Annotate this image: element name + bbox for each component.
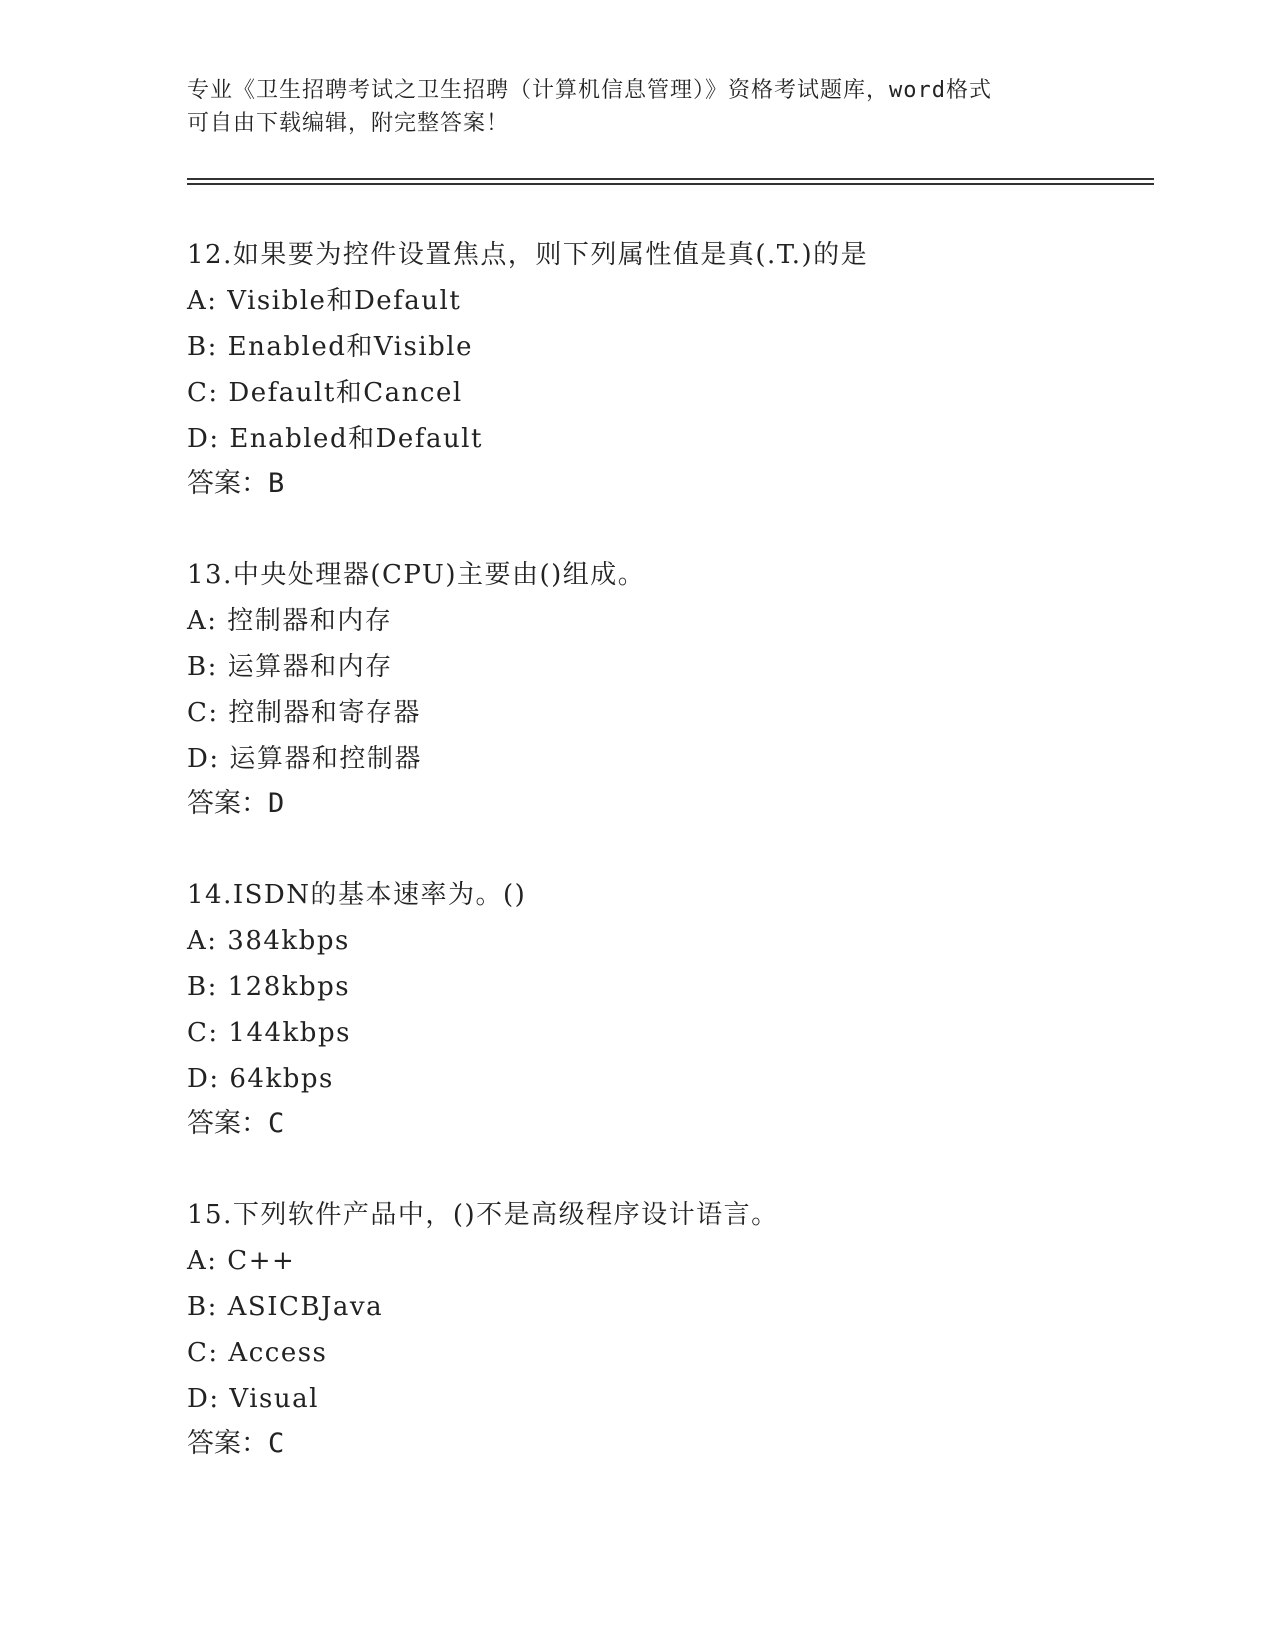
option-d: D: Enabled和Default [187,424,483,454]
answer-line [187,1422,1147,1466]
option-c: C: 144kbps [187,1018,351,1048]
option-b: B: Enabled和Visible [187,332,473,362]
option-d: D: 运算器和控制器 [187,744,422,774]
option-d: D: 64kbps [187,1064,334,1094]
answer-line [187,782,1147,826]
answer-line [187,462,1147,506]
question-stem: 14.ISDN的基本速率为。() [187,880,527,910]
option-a: A: C++ [187,1246,296,1276]
option-c: C: Access [187,1338,328,1368]
answer-value: C [268,1108,285,1139]
option-d: D: Visual [187,1384,319,1414]
answer-value: B [268,468,285,499]
header-divider-top [187,178,1154,180]
header-line-1: 专业《卫生招聘考试之卫生招聘（计算机信息管理）》资格考试题库，word格式 [187,78,992,103]
document-header [187,74,1087,140]
question-stem: 12.如果要为控件设置焦点，则下列属性值是真(.T.)的是 [187,240,869,270]
question-15 [187,1192,1147,1466]
option-c: C: 控制器和寄存器 [187,698,421,728]
option-a: A: 控制器和内存 [187,606,393,636]
answer-value: D [268,788,285,819]
option-c: C: Default和Cancel [187,378,463,408]
option-b: B: ASICBJava [187,1292,384,1322]
answer-value: C [268,1428,285,1459]
question-14 [187,872,1147,1146]
question-stem: 13.中央处理器(CPU)主要由()组成。 [187,560,646,590]
answer-label: 答案： [187,1428,268,1459]
header-line-2: 可自由下载编辑，附完整答案！ [187,111,510,136]
option-a: A: 384kbps [187,926,350,956]
option-b: B: 128kbps [187,972,351,1002]
question-12 [187,232,1147,506]
answer-label: 答案： [187,1108,268,1139]
answer-label: 答案： [187,788,268,819]
question-stem: 15.下列软件产品中，()不是高级程序设计语言。 [187,1200,779,1230]
option-b: B: 运算器和内存 [187,652,393,682]
question-13 [187,552,1147,826]
answer-line [187,1102,1147,1146]
answer-label: 答案： [187,468,268,499]
option-a: A: Visible和Default [187,286,462,316]
header-divider-bottom [187,183,1154,185]
